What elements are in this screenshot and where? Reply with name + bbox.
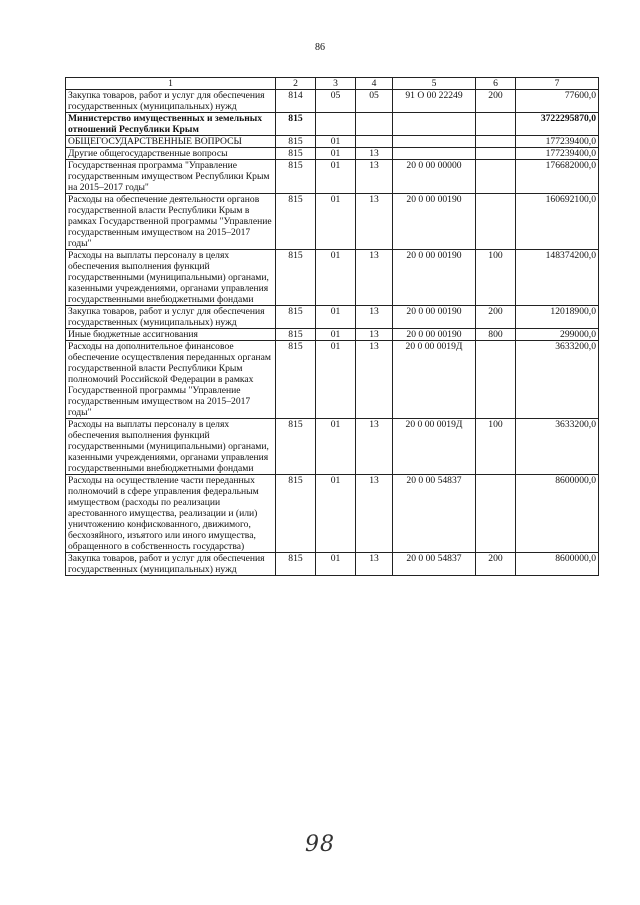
ministry-code-cell: 815 bbox=[276, 194, 316, 250]
target-article-cell: 20 0 00 54837 bbox=[393, 475, 476, 553]
subsection-code-cell: 13 bbox=[356, 194, 393, 250]
column-header: 5 bbox=[393, 78, 476, 90]
amount-cell: 3722295870,0 bbox=[516, 113, 599, 136]
subsection-code-cell: 13 bbox=[356, 419, 393, 475]
row-name-cell: ОБЩЕГОСУДАРСТВЕННЫЕ ВОПРОСЫ bbox=[66, 136, 276, 148]
target-article-cell: 20 0 00 00190 bbox=[393, 250, 476, 306]
target-article-cell bbox=[393, 148, 476, 160]
row-name-cell: Министерство имущественных и земельных отношений Республики Крым bbox=[66, 113, 276, 136]
budget-table bbox=[65, 77, 599, 576]
table-row bbox=[66, 160, 599, 194]
expense-type-cell: 200 bbox=[476, 90, 516, 113]
section-code-cell: 01 bbox=[316, 341, 356, 419]
expense-type-cell: 200 bbox=[476, 553, 516, 576]
target-article-cell: 20 0 00 0019Д bbox=[393, 419, 476, 475]
ministry-code-cell: 815 bbox=[276, 136, 316, 148]
ministry-code-cell: 815 bbox=[276, 250, 316, 306]
amount-cell: 176682000,0 bbox=[516, 160, 599, 194]
expense-type-cell bbox=[476, 341, 516, 419]
column-header: 3 bbox=[316, 78, 356, 90]
subsection-code-cell bbox=[356, 113, 393, 136]
ministry-code-cell: 815 bbox=[276, 160, 316, 194]
ministry-code-cell: 815 bbox=[276, 553, 316, 576]
table-row bbox=[66, 553, 599, 576]
amount-cell: 77600,0 bbox=[516, 90, 599, 113]
section-code-cell: 01 bbox=[316, 419, 356, 475]
expense-type-cell: 200 bbox=[476, 306, 516, 329]
row-name-cell: Расходы на обеспечение деятельности органов государственной власти Республики Крым в рамках Государственной программы "Управление государственным имуществом на 2015–2017 годы" bbox=[66, 194, 276, 250]
section-code-cell: 01 bbox=[316, 194, 356, 250]
table-row bbox=[66, 148, 599, 160]
expense-type-cell bbox=[476, 475, 516, 553]
ministry-code-cell: 815 bbox=[276, 148, 316, 160]
ministry-code-cell: 814 bbox=[276, 90, 316, 113]
table-row bbox=[66, 306, 599, 329]
section-code-cell: 01 bbox=[316, 160, 356, 194]
row-name-cell: Закупка товаров, работ и услуг для обеспечения государственных (муниципальных) нужд bbox=[66, 553, 276, 576]
section-code-cell: 01 bbox=[316, 475, 356, 553]
page-number: 86 bbox=[315, 42, 325, 53]
column-header: 1 bbox=[66, 78, 276, 90]
column-header: 2 bbox=[276, 78, 316, 90]
expense-type-cell: 100 bbox=[476, 419, 516, 475]
section-code-cell bbox=[316, 113, 356, 136]
section-code-cell: 01 bbox=[316, 148, 356, 160]
column-header: 7 bbox=[516, 78, 599, 90]
target-article-cell bbox=[393, 136, 476, 148]
amount-cell: 8600000,0 bbox=[516, 475, 599, 553]
target-article-cell: 20 0 00 0019Д bbox=[393, 341, 476, 419]
row-name-cell: Другие общегосударственные вопросы bbox=[66, 148, 276, 160]
target-article-cell: 20 0 00 00000 bbox=[393, 160, 476, 194]
table-row bbox=[66, 475, 599, 553]
row-name-cell: Закупка товаров, работ и услуг для обеспечения государственных (муниципальных) нужд bbox=[66, 306, 276, 329]
subsection-code-cell: 13 bbox=[356, 475, 393, 553]
section-code-cell: 01 bbox=[316, 306, 356, 329]
row-name-cell: Расходы на дополнительное финансовое обеспечение осуществления переданных органам государственной власти Республики Крым полномочий Российской Федерации в рамках Государственной программы "Управление государственным имуществом на 2015–2017 годы" bbox=[66, 341, 276, 419]
ministry-code-cell: 815 bbox=[276, 419, 316, 475]
subsection-code-cell: 13 bbox=[356, 306, 393, 329]
target-article-cell bbox=[393, 113, 476, 136]
section-code-cell: 05 bbox=[316, 90, 356, 113]
row-name-cell: Закупка товаров, работ и услуг для обеспечения государственных (муниципальных) нужд bbox=[66, 90, 276, 113]
table-row bbox=[66, 113, 599, 136]
subsection-code-cell: 05 bbox=[356, 90, 393, 113]
subsection-code-cell: 13 bbox=[356, 160, 393, 194]
ministry-code-cell: 815 bbox=[276, 113, 316, 136]
amount-cell: 177239400,0 bbox=[516, 136, 599, 148]
ministry-code-cell: 815 bbox=[276, 329, 316, 341]
section-code-cell: 01 bbox=[316, 136, 356, 148]
amount-cell: 299000,0 bbox=[516, 329, 599, 341]
amount-cell: 3633200,0 bbox=[516, 419, 599, 475]
table-row bbox=[66, 329, 599, 341]
subsection-code-cell: 13 bbox=[356, 148, 393, 160]
subsection-code-cell: 13 bbox=[356, 329, 393, 341]
ministry-code-cell: 815 bbox=[276, 306, 316, 329]
amount-cell: 12018900,0 bbox=[516, 306, 599, 329]
table-row bbox=[66, 250, 599, 306]
section-code-cell: 01 bbox=[316, 250, 356, 306]
table-row bbox=[66, 194, 599, 250]
row-name-cell: Иные бюджетные ассигнования bbox=[66, 329, 276, 341]
target-article-cell: 20 0 00 00190 bbox=[393, 194, 476, 250]
expense-type-cell bbox=[476, 160, 516, 194]
ministry-code-cell: 815 bbox=[276, 475, 316, 553]
amount-cell: 160692100,0 bbox=[516, 194, 599, 250]
column-header: 4 bbox=[356, 78, 393, 90]
column-header: 6 bbox=[476, 78, 516, 90]
table-row bbox=[66, 419, 599, 475]
handwritten-page-number: 98 bbox=[305, 832, 335, 857]
expense-type-cell bbox=[476, 148, 516, 160]
section-code-cell: 01 bbox=[316, 329, 356, 341]
amount-cell: 148374200,0 bbox=[516, 250, 599, 306]
target-article-cell: 91 О 00 22249 bbox=[393, 90, 476, 113]
target-article-cell: 20 0 00 54837 bbox=[393, 553, 476, 576]
row-name-cell: Государственная программа "Управление государственным имуществом Республики Крым на 2015–2017 годы" bbox=[66, 160, 276, 194]
expense-type-cell bbox=[476, 113, 516, 136]
table-row bbox=[66, 90, 599, 113]
ministry-code-cell: 815 bbox=[276, 341, 316, 419]
target-article-cell: 20 0 00 00190 bbox=[393, 329, 476, 341]
target-article-cell: 20 0 00 00190 bbox=[393, 306, 476, 329]
subsection-code-cell: 13 bbox=[356, 553, 393, 576]
subsection-code-cell bbox=[356, 136, 393, 148]
row-name-cell: Расходы на выплаты персоналу в целях обеспечения выполнения функций государственными (муниципальными) органами, казенными учреждениями, органами управления государственными внебюджетными фондами bbox=[66, 250, 276, 306]
expense-type-cell bbox=[476, 194, 516, 250]
subsection-code-cell: 13 bbox=[356, 250, 393, 306]
row-name-cell: Расходы на выплаты персоналу в целях обеспечения выполнения функций государственными (муниципальными) органами, казенными учреждениями, органами управления государственными внебюджетными фондами bbox=[66, 419, 276, 475]
expense-type-cell: 100 bbox=[476, 250, 516, 306]
table-row bbox=[66, 341, 599, 419]
header-row bbox=[66, 78, 599, 90]
row-name-cell: Расходы на осуществление части переданных полномочий в сфере управления федеральным имуществом (расходы по реализации арестованного имущества, реализации и (или) уничтожению конфискованного, движимого, бесхозяйного, изъятого или иного имущества, обращенного в собственность государства) bbox=[66, 475, 276, 553]
subsection-code-cell: 13 bbox=[356, 341, 393, 419]
expense-type-cell: 800 bbox=[476, 329, 516, 341]
amount-cell: 177239400,0 bbox=[516, 148, 599, 160]
table-row bbox=[66, 136, 599, 148]
table-body bbox=[66, 90, 599, 576]
expense-type-cell bbox=[476, 136, 516, 148]
section-code-cell: 01 bbox=[316, 553, 356, 576]
amount-cell: 3633200,0 bbox=[516, 341, 599, 419]
amount-cell: 8600000,0 bbox=[516, 553, 599, 576]
